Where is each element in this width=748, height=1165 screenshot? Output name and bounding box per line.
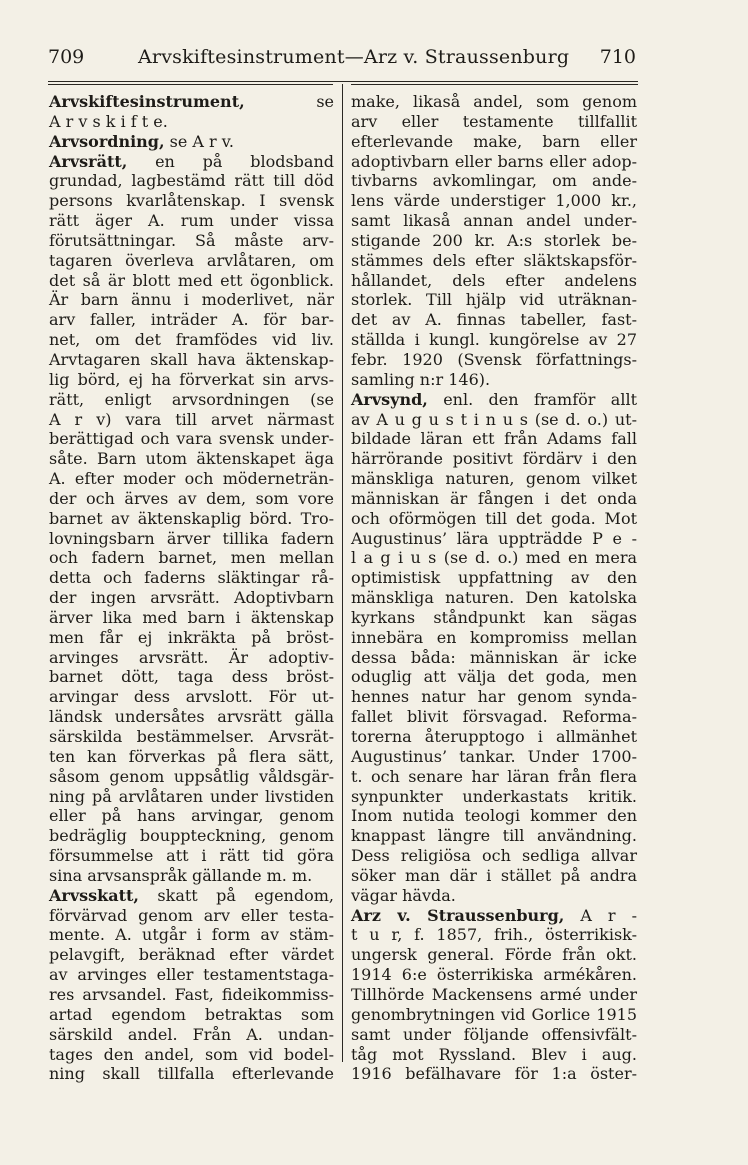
- line-text: berättigad och vara svensk under-: [49, 429, 334, 449]
- line-text: Inom nutida teologi kommer den: [351, 806, 637, 826]
- text-line: [49, 290, 334, 310]
- line-text: make, likaså andel, som genom: [351, 92, 637, 111]
- text-line: [49, 608, 334, 628]
- text-line: [49, 965, 334, 985]
- line-text: A r v) vara till arvet närmast: [49, 409, 334, 429]
- line-text: oduglig att välja det goda, men: [351, 667, 637, 687]
- text-line: [351, 687, 637, 707]
- column-divider: [342, 84, 343, 1062]
- text-line: [49, 171, 334, 191]
- line-text: ärver lika med barn i äktenskap: [49, 607, 334, 627]
- text-line: [351, 747, 637, 767]
- text-line: [49, 1064, 334, 1084]
- line-text: innebära en kompromiss mellan: [351, 627, 637, 647]
- line-text: samt under följande offensivfält-: [351, 1024, 637, 1044]
- text-line: [351, 251, 637, 271]
- text-line: [351, 509, 637, 529]
- line-text: Tillhörde Mackensens armé under: [351, 984, 637, 1004]
- text-line: [49, 509, 334, 529]
- text-line: [351, 608, 637, 628]
- line-text: ning skall tillfalla efterlevande: [49, 1064, 334, 1084]
- text-line: [49, 846, 334, 866]
- text-line: [351, 1045, 637, 1065]
- text-line: [49, 231, 334, 251]
- line-text: res arvsandel. Fast, fideikommiss-: [49, 984, 334, 1004]
- text-line: [49, 429, 334, 449]
- text-line: [351, 925, 637, 945]
- text-line: [351, 866, 637, 886]
- line-text: rätt, enligt arvsordningen (se: [49, 389, 334, 409]
- line-text: mänskliga naturen. Den katolska: [351, 588, 637, 608]
- line-text: det så är blott med ett ögonblick.: [49, 270, 334, 290]
- line-text: samt likaså annan andel under-: [351, 211, 637, 231]
- text-line: [49, 925, 334, 945]
- line-text: tagaren överleva arvlåtaren, om: [49, 250, 334, 270]
- line-text: arv eller testamente tillfallit: [351, 111, 637, 131]
- line-text: knappast längre till användning.: [351, 826, 637, 846]
- text-line: [49, 1025, 334, 1045]
- line-text: ten kan förverkas på flera sätt,: [49, 746, 334, 766]
- text-line: [351, 330, 637, 350]
- line-text: såte. Barn utom äktenskapet äga: [49, 449, 334, 469]
- text-line: [49, 628, 334, 648]
- text-line: [49, 727, 334, 747]
- line-text: dessa båda: människan är icke: [351, 647, 637, 667]
- text-line: [351, 985, 637, 1005]
- text-line: [49, 271, 334, 291]
- text-line: [351, 548, 637, 568]
- top-rule-left: [48, 84, 333, 85]
- text-line: [351, 449, 637, 469]
- text-line: [49, 747, 334, 767]
- line-text: av A u g u s t i n u s (se d. o.) ut-: [351, 409, 637, 429]
- text-line: [49, 985, 334, 1005]
- line-text: fallet blivit försvagad. Reforma-: [351, 707, 637, 727]
- text-line: [351, 92, 637, 112]
- line-text: eller på hans arvingar, genom: [49, 806, 334, 826]
- text-line: [49, 529, 334, 549]
- line-text: optimistisk uppfattning av den: [351, 568, 637, 588]
- line-text: febr. 1920 (Svensk författnings-: [351, 349, 637, 369]
- text-line: [351, 529, 637, 549]
- line-text: A. efter moder och möderneträn-: [49, 469, 334, 489]
- line-text: pelavgift, beräknad efter värdet: [49, 945, 334, 965]
- page-number-right: 710: [599, 46, 636, 68]
- line-text: der ingen arvsrätt. Adoptivbarn: [49, 588, 334, 608]
- line-text: vägar hävda.: [351, 885, 456, 905]
- line-text: barnet av äktenskaplig börd. Tro-: [49, 508, 334, 528]
- text-line: [49, 211, 334, 231]
- line-text: A r -: [564, 905, 637, 925]
- line-text: tivbarns avkomlingar, om ande-: [351, 171, 637, 191]
- line-text: förutsättningar. Så måste arv-: [49, 230, 334, 250]
- line-text: ungersk general. Förde från okt.: [351, 945, 637, 965]
- line-text: se: [244, 92, 334, 111]
- header-rule: [48, 81, 638, 82]
- line-text: bedräglig bouppteckning, genom: [49, 826, 334, 846]
- line-text: Arvtagaren skall hava äktenskap-: [49, 349, 334, 369]
- line-text: hållandet, dels efter andelens: [351, 270, 637, 290]
- line-text: enl. den framför allt: [427, 389, 637, 409]
- text-line: [49, 866, 334, 886]
- text-line: [351, 429, 637, 449]
- line-text: 1916 befälhavare för 1:a öster-: [351, 1064, 637, 1084]
- entry-headword: Arvskiftesinstrument,: [49, 92, 245, 111]
- text-line: [49, 548, 334, 568]
- text-line: [351, 767, 637, 787]
- text-line: [351, 826, 637, 846]
- right-column: [351, 92, 637, 1084]
- line-text: stämmes dels efter släktskapsför-: [351, 250, 637, 270]
- text-line: [351, 667, 637, 687]
- text-line: [351, 945, 637, 965]
- line-text: stigande 200 kr. A:s storlek be-: [351, 230, 637, 250]
- line-text: tages den andel, som vid bodel-: [49, 1044, 334, 1064]
- text-line: [351, 171, 637, 191]
- line-text: persons kvarlåtenskap. I svensk: [49, 191, 334, 211]
- line-text: 1914 6:e österrikiska armékåren.: [351, 965, 637, 985]
- text-line: [351, 568, 637, 588]
- text-line: [49, 370, 334, 390]
- line-text: torerna återupptogo i allmänhet: [351, 727, 637, 746]
- line-text: adoptivbarn eller barns eller adop-: [351, 151, 637, 171]
- line-text: l a g i u s (se d. o.) med en mera: [351, 548, 637, 568]
- line-text: synpunkter underkastats kritik.: [351, 786, 637, 806]
- text-line: [351, 886, 637, 906]
- line-text: t u r, f. 1857, frih., österrikisk-: [351, 925, 637, 945]
- line-text: förvärvad genom arv eller testa-: [49, 905, 334, 925]
- line-text: efterlevande make, barn eller: [351, 131, 637, 151]
- text-line: [49, 588, 334, 608]
- text-line: [49, 687, 334, 707]
- entry-headword: Arvsrätt,: [49, 151, 128, 171]
- line-text: samling n:r 146).: [351, 369, 491, 389]
- text-line: [351, 648, 637, 668]
- line-text: men får ej inkräkta på bröst-: [49, 627, 334, 647]
- line-text: försummelse att i rätt tid göra: [49, 846, 334, 866]
- line-text: arvinges arvsrätt. Är adoptiv-: [49, 647, 334, 667]
- text-line: [49, 1005, 334, 1025]
- line-text: särskild andel. Från A. undan-: [49, 1024, 334, 1044]
- line-text: artad egendom betraktas som: [49, 1004, 334, 1024]
- text-line: [49, 945, 334, 965]
- text-line: [49, 568, 334, 588]
- text-line: [351, 1064, 637, 1084]
- line-text: särskilda bestämmelser. Arvsrät-: [49, 727, 334, 746]
- line-text: mänskliga naturen, genom vilket: [351, 469, 637, 489]
- text-line: [49, 152, 334, 172]
- line-text: härrörande positivt fördärv i den: [351, 449, 637, 469]
- text-line: [351, 806, 637, 826]
- line-text: kyrkans ståndpunkt kan sägas: [351, 607, 637, 627]
- text-line: [351, 410, 637, 430]
- line-text: lovningsbarn ärver tillika fadern: [49, 528, 334, 548]
- line-text: grundad, lagbestämd rätt till död: [49, 171, 334, 191]
- text-line: [49, 92, 334, 112]
- text-line: [351, 1005, 637, 1025]
- line-text: skatt på egendom,: [138, 885, 334, 905]
- text-line: [49, 469, 334, 489]
- line-text: tåg mot Ryssland. Blev i aug.: [351, 1044, 637, 1064]
- text-line: [49, 310, 334, 330]
- text-line: [49, 886, 334, 906]
- text-line: [49, 251, 334, 271]
- top-rule-right: [351, 84, 638, 85]
- text-line: [351, 588, 637, 608]
- text-line: [351, 191, 637, 211]
- line-text: det av A. finnas tabeller, fast-: [351, 310, 637, 330]
- text-line: [49, 112, 334, 132]
- text-line: [49, 1045, 334, 1065]
- text-line: [351, 231, 637, 251]
- line-text: lens värde understiger 1,000 kr.,: [351, 191, 637, 211]
- line-text: människan är fången i det onda: [351, 488, 637, 508]
- text-line: [351, 350, 637, 370]
- text-line: [351, 1025, 637, 1045]
- text-line: [351, 290, 637, 310]
- line-text: hennes natur har genom synda-: [351, 687, 637, 707]
- text-line: [351, 846, 637, 866]
- line-text: ställda i kungl. kungörelse av 27: [351, 330, 637, 350]
- line-text: såsom genom uppsåtlig våldsgär-: [49, 766, 334, 786]
- text-line: [351, 965, 637, 985]
- text-line: [49, 350, 334, 370]
- text-line: [49, 787, 334, 807]
- text-line: [49, 390, 334, 410]
- line-text: Augustinus’ tankar. Under 1700-: [351, 746, 637, 766]
- text-line: [351, 489, 637, 509]
- text-line: [49, 707, 334, 727]
- page-header: [48, 46, 636, 76]
- running-title: Arvskiftesinstrument—Arz v. Straussenburg: [138, 46, 570, 68]
- text-line: [49, 767, 334, 787]
- entry-headword: Arvsordning,: [49, 131, 165, 151]
- line-text: och fadern barnet, men mellan: [49, 548, 334, 568]
- page-number-left: 709: [48, 46, 85, 68]
- text-line: [351, 727, 637, 747]
- line-text: t. och senare har läran från flera: [351, 766, 637, 786]
- line-text: sina arvsanspråk gällande m. m.: [49, 865, 313, 885]
- line-text: arv faller, inträder A. för bar-: [49, 310, 334, 330]
- text-line: [49, 489, 334, 509]
- line-text: detta och faderns släktingar rå-: [49, 568, 334, 588]
- line-text: en på blodsband: [127, 151, 334, 171]
- text-line: [351, 469, 637, 489]
- text-line: [351, 390, 637, 410]
- text-line: [49, 806, 334, 826]
- line-text: barnet dött, taga dess bröst-: [49, 667, 334, 687]
- text-line: [351, 132, 637, 152]
- text-line: [49, 449, 334, 469]
- line-text: och oförmögen till det goda. Mot: [351, 508, 637, 528]
- line-text: A r v s k i f t e.: [49, 111, 168, 131]
- text-line: [351, 152, 637, 172]
- line-text: av arvinges eller testamentstaga-: [49, 965, 334, 985]
- line-text: Är barn ännu i moderlivet, när: [49, 290, 334, 310]
- text-line: [351, 271, 637, 291]
- line-text: Augustinus’ lära uppträdde P e -: [351, 528, 637, 548]
- line-text: ning på arvlåtaren under livstiden: [49, 786, 334, 806]
- line-text: ländsk undersåtes arvsrätt gälla: [49, 707, 334, 727]
- line-text: söker man där i stället på andra: [351, 865, 637, 885]
- text-line: [351, 906, 637, 926]
- text-line: [49, 906, 334, 926]
- text-line: [49, 667, 334, 687]
- line-text: der och ärves av dem, som vore: [49, 488, 334, 508]
- entry-headword: Arvsskatt,: [49, 885, 139, 905]
- line-text: se A r v.: [164, 131, 234, 151]
- text-line: [351, 112, 637, 132]
- line-text: rätt äger A. rum under vissa: [49, 211, 334, 231]
- text-line: [49, 330, 334, 350]
- left-column: [49, 92, 334, 1084]
- text-line: [351, 707, 637, 727]
- line-text: bildade läran ett från Adams fall: [351, 429, 637, 449]
- text-line: [49, 648, 334, 668]
- line-text: lig börd, ej ha förverkat sin arvs-: [49, 369, 334, 389]
- line-text: genombrytningen vid Gorlice 1915: [351, 1004, 637, 1024]
- text-line: [351, 370, 637, 390]
- text-line: [351, 787, 637, 807]
- text-line: [351, 310, 637, 330]
- text-line: [49, 191, 334, 211]
- line-text: storlek. Till hjälp vid uträknan-: [351, 290, 637, 310]
- line-text: Dess religiösa och sedliga allvar: [351, 846, 637, 866]
- line-text: arvingar dess arvslott. För ut-: [49, 687, 334, 707]
- text-line: [49, 826, 334, 846]
- entry-headword: Arvsynd,: [351, 389, 428, 409]
- text-line: [49, 132, 334, 152]
- text-line: [351, 211, 637, 231]
- line-text: net, om det framfödes vid liv.: [49, 330, 334, 350]
- entry-headword: Arz v. Straussenburg,: [351, 905, 565, 925]
- text-line: [351, 628, 637, 648]
- text-line: [49, 410, 334, 430]
- line-text: mente. A. utgår i form av stäm-: [49, 925, 334, 945]
